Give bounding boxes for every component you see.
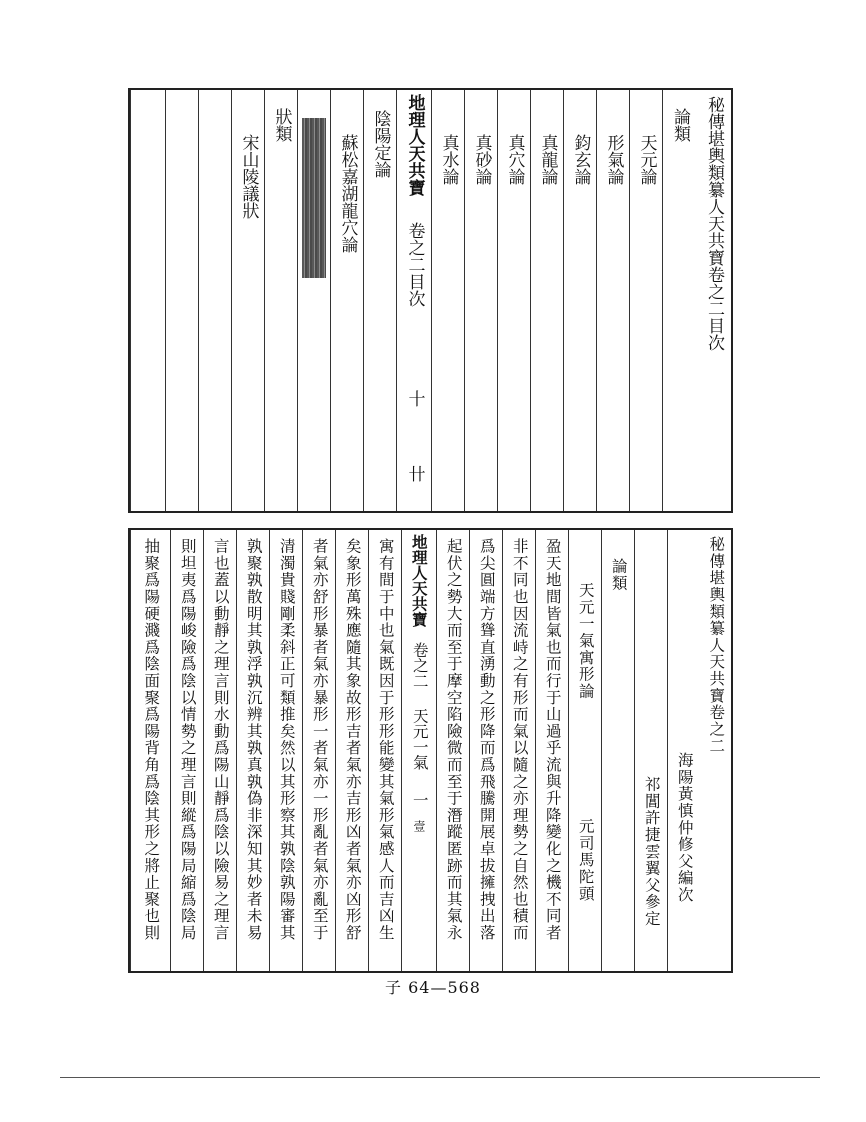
banner-title: 地理人天共寶	[404, 94, 425, 196]
contents-title: 秘傳堪輿類纂人天共寶卷之二目次	[704, 96, 724, 351]
center-banner	[396, 90, 431, 511]
banner-section: 天元一氣	[410, 708, 429, 770]
text-column	[335, 530, 368, 971]
contents-column	[431, 90, 464, 511]
body-line: 孰聚孰散明其孰浮孰沉辨其孰真孰偽非深知其妙者未易	[244, 538, 263, 942]
body-line: 矣象形萬殊應隨其象故形吉者氣亦吉形凶者氣亦凶形舒	[343, 538, 362, 942]
contents-column	[629, 90, 662, 511]
essay-author: 元司馬陀頭	[576, 818, 595, 902]
contents-column	[662, 90, 696, 511]
text-column	[368, 530, 401, 971]
contents-entry: 宋山陵議狀	[238, 134, 259, 219]
page-number: 子 64—568	[385, 978, 481, 997]
text-column	[535, 530, 568, 971]
body-line: 抽聚爲陽硬濺爲陰面聚爲陽背角爲陰其形之將止聚也則	[142, 538, 161, 942]
body-line: 盈天地間皆氣也而行于山過乎流與升降變化之機不同者	[543, 538, 562, 942]
text-column	[236, 530, 269, 971]
empty-column	[130, 90, 165, 511]
body-line: 爲尖圓端方聳直湧動之形降而爲飛騰開展卓拔擁拽出落	[477, 538, 496, 942]
text-column	[469, 530, 502, 971]
banner-extra: 壹	[412, 820, 426, 832]
volume-title: 秘傳堪輿類纂人天共寶卷之二	[707, 536, 726, 755]
text-column	[700, 530, 731, 971]
contents-entry: 蘇松嘉湖龍穴論	[337, 134, 358, 253]
banner-leaf: 一	[410, 792, 429, 808]
contents-page	[128, 88, 733, 513]
contents-entry: 真龍論	[537, 134, 558, 185]
scan-edge-line	[60, 1077, 820, 1078]
text-column	[302, 530, 335, 971]
contents-column	[530, 90, 563, 511]
contents-column	[363, 90, 396, 511]
contents-column	[330, 90, 363, 511]
text-column	[667, 530, 700, 971]
contents-entry: 形氣論	[603, 134, 624, 185]
banner-volume: 卷之二	[410, 642, 429, 689]
text-column	[502, 530, 535, 971]
body-line: 清濁貴賤剛柔斜正可類推矣然以其形察其孰陰孰陽審其	[277, 538, 296, 942]
center-banner	[401, 530, 436, 971]
banner-title: 地理人天共寶	[409, 534, 429, 627]
empty-column	[165, 90, 198, 511]
contents-entry: 真砂論	[471, 134, 492, 185]
contents-entry: 真穴論	[504, 134, 525, 185]
text-column	[568, 530, 601, 971]
text-column	[130, 530, 170, 971]
compiler-credit: 海陽黃慎仲修父編次	[675, 752, 694, 904]
section-heading: 論類	[609, 558, 628, 592]
section-heading: 狀類	[271, 108, 292, 142]
contents-column	[497, 90, 530, 511]
section-heading: 論類	[670, 108, 690, 142]
contents-entry: 鈞玄論	[570, 134, 591, 185]
body-line: 寓有間于中也氣既因于形形能變其氣形氣感人而吉凶生	[376, 538, 395, 942]
body-line: 起伏之勢大而至于摩空陷險微而至于潛蹤匿跡而其氣永	[444, 538, 463, 942]
seal-stamp	[302, 118, 326, 278]
contents-title-column	[696, 90, 731, 511]
banner-extra: 卄	[404, 465, 425, 482]
seal-column	[297, 90, 330, 511]
body-line: 者氣亦舒形暴者氣亦暴形一者氣亦一形亂者氣亦亂至于	[310, 538, 329, 942]
contents-column	[231, 90, 264, 511]
text-column	[203, 530, 236, 971]
contents-column	[563, 90, 596, 511]
banner-leaf: 十	[404, 390, 425, 407]
contents-column	[596, 90, 629, 511]
text-column	[436, 530, 469, 971]
text-column	[634, 530, 667, 971]
text-page	[128, 528, 733, 973]
banner-volume: 卷之二目次	[404, 222, 425, 307]
essay-title: 天元一氣寓形論	[576, 582, 595, 700]
editor-credit: 祁閶許捷雲翼父參定	[642, 776, 661, 928]
contents-entry: 真水論	[438, 134, 459, 185]
empty-column	[198, 90, 231, 511]
text-column	[601, 530, 634, 971]
contents-entry: 天元論	[636, 134, 657, 185]
contents-column	[464, 90, 497, 511]
contents-column	[264, 90, 297, 511]
text-column	[269, 530, 302, 971]
text-column	[170, 530, 203, 971]
body-line: 非不同也因流峙之有形而氣以隨之亦理勢之自然也積而	[510, 538, 529, 942]
body-line: 則坦夷爲陽峻險爲陰以情勢之理言則縱爲陽局縮爲陰局	[178, 538, 197, 942]
contents-entry: 陰陽定論	[370, 110, 391, 178]
body-line: 言也蓋以動靜之理言則水動爲陽山靜爲陰以險易之理言	[211, 538, 230, 942]
